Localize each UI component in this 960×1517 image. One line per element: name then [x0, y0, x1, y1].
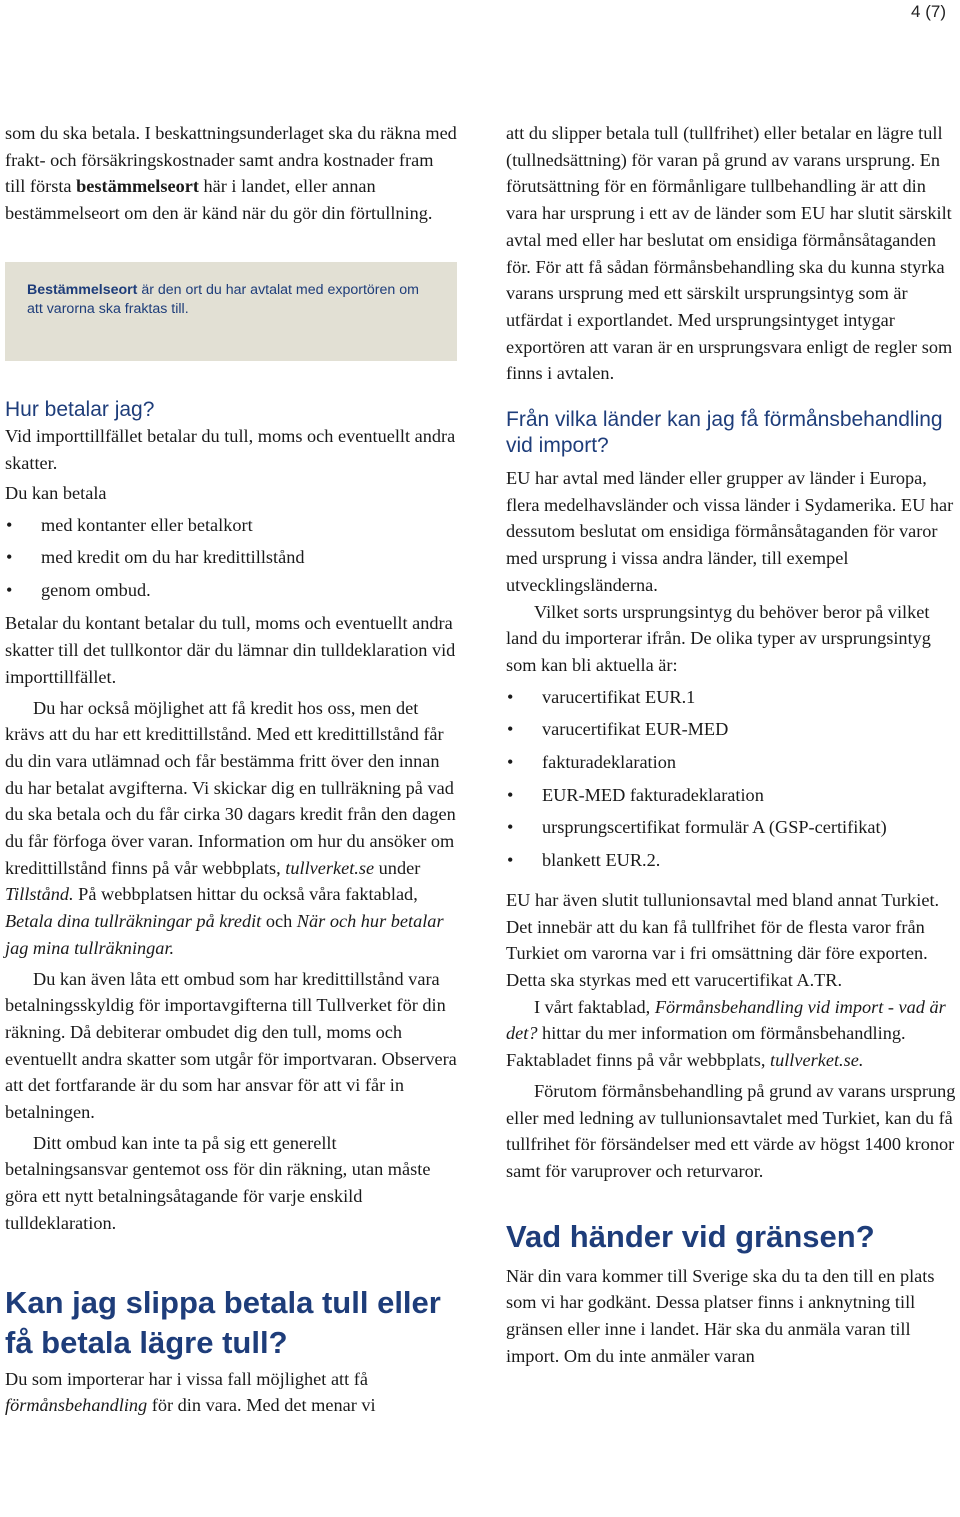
paragraph: Vilket sorts ursprungsintyg du behöver beror på vilket land du importerar ifrån. De olika typer av ursprungsintyg som kan bli aktuella är: — [506, 601, 931, 675]
paragraph — [5, 695, 457, 962]
list-item: • genom ombud. — [5, 574, 457, 607]
list-item: • EUR-MED fakturadeklaration — [506, 779, 958, 812]
italic-text: förmånsbehandling — [5, 1395, 148, 1416]
list-item: • med kontanter eller betalkort — [5, 509, 457, 542]
paragraph — [5, 1366, 457, 1419]
list-item: • ursprungscertifikat formulär A (GSP-certifikat) — [506, 811, 958, 844]
heading-at-border: Vad händer vid gränsen? — [506, 1218, 875, 1254]
definition-callout — [5, 262, 457, 361]
callout-term: Bestämmelseort — [27, 281, 138, 298]
paragraph: EU har avtal med länder eller grupper av länder i Europa, flera medelhavsländer och vissa länder i Sydamerika. EU har dessutom beslutat om ensidiga förmånsåtaganden för varor med ursprung i vissa andra länder, till exempel utvecklingsländerna. — [506, 468, 954, 595]
heading-avoid-customs: Kan jag slippa betala tull eller få betala lägre tull? — [5, 1284, 441, 1360]
list-item: • blankett EUR.2. — [506, 844, 958, 877]
callout-text: är den ort du har avtalat med exportören om att varorna ska fraktas till. — [27, 281, 419, 318]
heading-how-to-pay: Hur betalar jag? — [5, 397, 155, 421]
text: Du som importerar har i vissa fall möjlighet att få — [5, 1368, 368, 1389]
intro-text: som du ska betala. I beskattningsunderlaget ska du räkna med frakt- och försäkringskostnader samt andra kostnader fram till första — [5, 123, 457, 197]
text: under — [374, 857, 421, 878]
list-item: • varucertifikat EUR.1 — [506, 681, 958, 714]
text: för din vara. Med det menar vi — [147, 1395, 376, 1416]
italic-text: tullverket.se — [285, 857, 375, 878]
list-item: • fakturadeklaration — [506, 746, 958, 779]
italic-text: Tillstånd. — [5, 884, 74, 905]
paragraph: Förutom förmånsbehandling på grund av varans ursprung eller med ledning av tullunionsavtalet med Turkiet, kan du få tullfrihet för försändelser med ett värde av högst 1400 kronor samt för varuprover och returvaror. — [506, 1080, 956, 1181]
heading-which-countries: Från vilka länder kan jag få förmånsbehandling vid import? — [506, 408, 943, 458]
text: På webbplatsen hittar du också våra faktablad, — [73, 884, 418, 905]
intro-paragraph — [5, 120, 457, 227]
certificate-types-list — [506, 681, 958, 877]
page-number: 4 (7) — [911, 2, 946, 21]
paragraph: När din vara kommer till Sverige ska du ta den till en plats som vi har godkänt. Dessa platser finns i anknytning till gränsen eller inne i landet. Här ska du anmäla varan till import. Om du inte anmäler varan — [506, 1265, 935, 1366]
paragraph: Ditt ombud kan inte ta på sig ett generellt betalningsansvar gentemot oss för din räkning, utan måste göra ett nytt betalningsåtagande för varje enskild tulldeklaration. — [5, 1132, 431, 1233]
text: hittar du mer information om förmånsbehandling. Faktabladet finns på vår webbplats, — [506, 1023, 906, 1071]
italic-text: Betala dina tullräkningar på kredit — [5, 911, 262, 932]
paragraph: Vid importtillfället betalar du tull, moms och eventuellt andra skatter. — [5, 425, 456, 473]
intro-bold-term: bestämmelseort — [76, 176, 199, 197]
intro-text-end: här i landet, eller annan bestämmelseort om den är känd när du gör din förtullning. — [5, 176, 433, 224]
paragraph: Betalar du kontant betalar du tull, moms och eventuellt andra skatter till det tullkontor där du lämnar din tulldeklaration vid importtillfället. — [5, 613, 456, 687]
paragraph: Du kan även låta ett ombud som har kredittillstånd vara betalningsskyldig för importavgifterna till Tullverket för din räkning. Då debiterar ombudet dig den tull, moms och eventuellt andra skatter som utgår för importvaran. Observera att det fortfarande är du som har ansvar för att vi får in betalningen. — [5, 968, 457, 1123]
text: I vårt faktablad, — [534, 996, 655, 1017]
left-column — [5, 120, 457, 1419]
paragraph: att du slipper betala tull (tullfrihet) eller betalar en lägre tull (tullnedsättning) för varan på grund av varans ursprung. En förutsättning för en förmånligare tullbehandling är att din vara har ursprung i ett av de länder som EU har slutit särskilt avtal med eller har beslutat om ensidiga förmånsåtaganden för. För att få sådan förmånsbehandling ska du kunna styrka varans ursprung med ett särskilt ursprungsintyg som är utfärdat i exportlandet. Med ursprungsintyget intygar exportören att varan är en ursprungsvara enligt de regler som finns i avtalen. — [506, 123, 953, 384]
paragraph: Du kan betala — [5, 483, 107, 504]
italic-text: När och hur betalar jag mina tullräkningar. — [5, 911, 444, 958]
text: Du har också möjlighet att få kredit hos oss, men det krävs att du har ett kredittillstånd. Med ett kredittillstånd får du din vara utlämnad och får bestämma fritt över den innan du har betalat avgifterna. Vi skickar dig en tullräkning på vad du ska betala och du får cirka 30 dagars kredit från den dagen du får förfoga över varan. Information om hur du ansöker om kredittillstånd finns på vår webbplats, — [5, 697, 456, 878]
text: och — [261, 911, 297, 932]
paragraph — [506, 994, 958, 1074]
list-item: • varucertifikat EUR-MED — [506, 713, 958, 746]
right-column — [506, 120, 958, 1369]
payment-methods-list — [5, 509, 457, 607]
italic-text: Förmånsbehandling vid import - vad är det? — [506, 996, 946, 1044]
list-item: • med kredit om du har kredittillstånd — [5, 541, 457, 574]
italic-text: tullverket.se. — [770, 1050, 864, 1071]
paragraph: EU har även slutit tullunionsavtal med bland annat Turkiet. Det innebär att du kan få tullfrihet för de flesta varor från Turkiet om varorna var i fri omsättning där före exporten. Detta ska styrkas med ett varucertifikat A.TR. — [506, 889, 940, 990]
